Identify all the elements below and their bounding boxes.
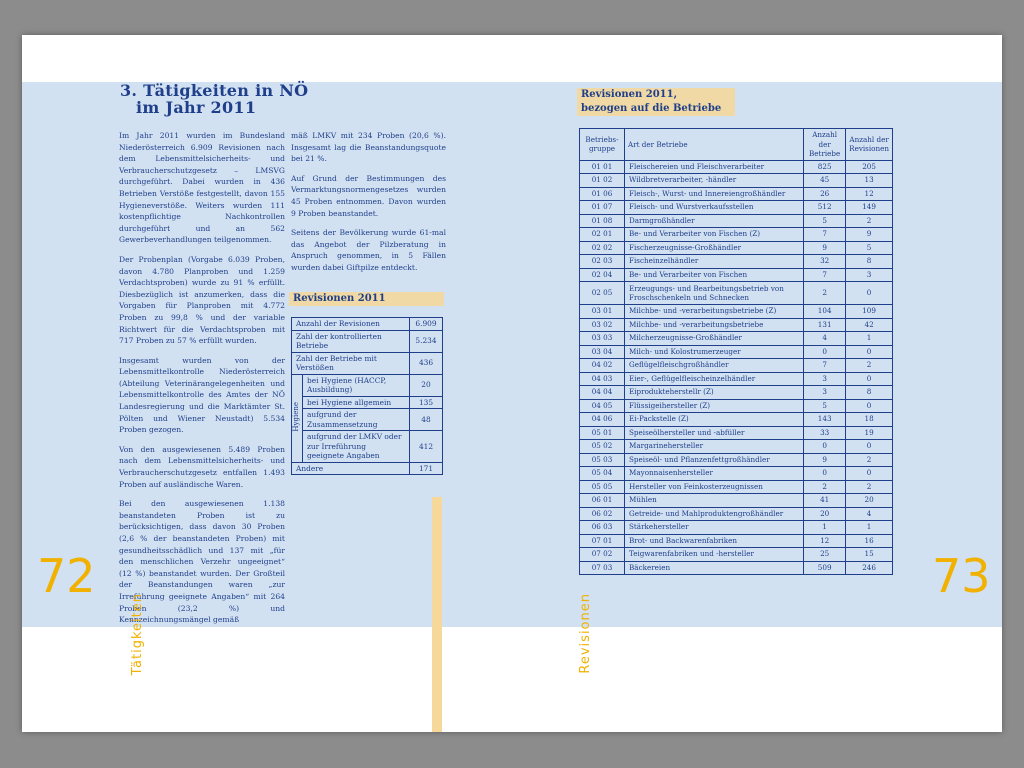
row-revisionen: 8 bbox=[846, 255, 893, 269]
row-code: 01 01 bbox=[580, 160, 625, 174]
paragraph: Auf Grund der Bestimmungen des Vermarktungsnormengesetzes wurden 45 Proben entnommen. Davon wurden 9 Proben beanstandet. bbox=[291, 173, 446, 218]
body-column-2 bbox=[291, 130, 446, 282]
revisionen-summary-table bbox=[291, 317, 443, 475]
page-number-right: 73 bbox=[932, 549, 991, 603]
row-name: Fleisch-, Wurst- und Innereiengroßhändler bbox=[625, 187, 804, 201]
row-betriebe: 25 bbox=[804, 548, 846, 562]
row-name: Geflügelfleischgroßhändler bbox=[625, 359, 804, 373]
table-row bbox=[580, 345, 893, 359]
row-code: 02 02 bbox=[580, 241, 625, 255]
row-revisionen: 19 bbox=[846, 426, 893, 440]
row-betriebe: 3 bbox=[804, 386, 846, 400]
table-row bbox=[292, 431, 443, 463]
row-revisionen: 16 bbox=[846, 534, 893, 548]
row-betriebe: 2 bbox=[804, 282, 846, 305]
table-row bbox=[580, 228, 893, 242]
row-betriebe: 32 bbox=[804, 255, 846, 269]
row-name: Ei-Packstelle (Z) bbox=[625, 413, 804, 427]
row-revisionen: 8 bbox=[846, 386, 893, 400]
row-code: 05 02 bbox=[580, 440, 625, 454]
row-code: 04 05 bbox=[580, 399, 625, 413]
row-revisionen: 20 bbox=[846, 494, 893, 508]
row-name: Speiseöl- und Pflanzenfettgroßhändler bbox=[625, 453, 804, 467]
table-row bbox=[580, 413, 893, 427]
row-betriebe: 1 bbox=[804, 521, 846, 535]
row-betriebe: 4 bbox=[804, 332, 846, 346]
row-name: Eiprodukteherstellr (Z) bbox=[625, 386, 804, 400]
row-value: 412 bbox=[410, 431, 443, 463]
row-revisionen: 18 bbox=[846, 413, 893, 427]
hygiene-group-cell bbox=[292, 374, 303, 462]
row-name: Stärkehersteller bbox=[625, 521, 804, 535]
table-row bbox=[580, 359, 893, 373]
row-value: 436 bbox=[410, 352, 443, 374]
row-value: 20 bbox=[410, 374, 443, 396]
table-row bbox=[292, 396, 443, 409]
row-code: 01 02 bbox=[580, 174, 625, 188]
row-name: Eier-, Geflügelfleischeinzelhändler bbox=[625, 372, 804, 386]
row-betriebe: 33 bbox=[804, 426, 846, 440]
row-label: Andere bbox=[292, 462, 410, 475]
table-row bbox=[580, 372, 893, 386]
row-label: Zahl der kontrollierten Betriebe bbox=[292, 330, 410, 352]
row-name: Milchbe- und -verarbeitungsbetriebe (Z) bbox=[625, 305, 804, 319]
row-betriebe: 0 bbox=[804, 467, 846, 481]
table-row bbox=[580, 201, 893, 215]
row-name: Flüssigeihersteller (Z) bbox=[625, 399, 804, 413]
row-betriebe: 7 bbox=[804, 228, 846, 242]
table-row bbox=[580, 453, 893, 467]
betriebe-table bbox=[579, 128, 893, 575]
row-name: Fischeinzelhändler bbox=[625, 255, 804, 269]
table-row bbox=[580, 494, 893, 508]
row-code: 07 03 bbox=[580, 561, 625, 575]
paragraph: Insgesamt wurden von der Lebensmittelkontrolle Niederösterreich (Abteilung Veterinärangelegenheiten und Lebensmittelkontrolle des Amtes der NÖ Landesregierung und die Marktämter St. Pölten und Wiener Neustadt) 5.534 Proben gezogen. bbox=[119, 355, 285, 435]
row-code: 04 03 bbox=[580, 372, 625, 386]
paragraph: mäß LMKV mit 234 Proben (20,6 %). Insgesamt lag die Beanstandungsquote bei 21 %. bbox=[291, 131, 446, 164]
row-betriebe: 2 bbox=[804, 480, 846, 494]
table-row bbox=[580, 561, 893, 575]
section-heading bbox=[120, 82, 308, 116]
row-code: 06 02 bbox=[580, 507, 625, 521]
table-row bbox=[580, 305, 893, 319]
table-row bbox=[580, 467, 893, 481]
table-row bbox=[580, 507, 893, 521]
row-betriebe: 41 bbox=[804, 494, 846, 508]
paragraph: Seitens der Bevölkerung wurde 61-mal das Angebot der Pilzberatung in Anspruch genommen, in 5 Fällen wurden dabei Giftpilze entdeckt. bbox=[291, 228, 446, 272]
row-betriebe: 0 bbox=[804, 345, 846, 359]
paragraph: Der Probenplan (Vorgabe 6.039 Proben, davon 4.780 Planproben und 1.259 Verdachtsproben) wurde zu 91 % erfüllt. Diesbezüglich ist anzumerken, dass die Vorgaben für Planproben mit 4.772 Proben zu 99,8 % und der variable Richtwert für die Verdachtsproben mit 717 Proben zu 57 % erfüllt wurden. bbox=[119, 254, 285, 346]
table-row bbox=[580, 426, 893, 440]
row-code: 02 05 bbox=[580, 282, 625, 305]
row-code: 05 05 bbox=[580, 480, 625, 494]
row-revisionen: 3 bbox=[846, 268, 893, 282]
row-betriebe: 512 bbox=[804, 201, 846, 215]
row-label: Anzahl der Revisionen bbox=[292, 318, 410, 331]
decorative-gold-bar bbox=[432, 497, 442, 732]
table-row bbox=[580, 214, 893, 228]
row-code: 05 03 bbox=[580, 453, 625, 467]
side-label-left: Tätigkeiten bbox=[130, 593, 145, 676]
table-row bbox=[292, 462, 443, 475]
row-revisionen: 2 bbox=[846, 453, 893, 467]
table-row bbox=[292, 409, 443, 431]
table-row bbox=[580, 548, 893, 562]
row-code: 04 06 bbox=[580, 413, 625, 427]
row-name: Speiseölhersteller und -abfüller bbox=[625, 426, 804, 440]
table-row bbox=[580, 440, 893, 454]
row-revisionen: 2 bbox=[846, 214, 893, 228]
row-revisionen: 109 bbox=[846, 305, 893, 319]
row-code: 03 04 bbox=[580, 345, 625, 359]
row-betriebe: 26 bbox=[804, 187, 846, 201]
row-label: aufgrund der LMKV oder zur Irreführung geeignete Angaben bbox=[303, 431, 410, 463]
row-betriebe: 0 bbox=[804, 440, 846, 454]
row-name: Be- und Verarbeiter von Fischen (Z) bbox=[625, 228, 804, 242]
row-revisionen: 12 bbox=[846, 187, 893, 201]
row-revisionen: 0 bbox=[846, 467, 893, 481]
row-revisionen: 1 bbox=[846, 521, 893, 535]
row-name: Fischerzeugnisse-Großhändler bbox=[625, 241, 804, 255]
row-revisionen: 9 bbox=[846, 228, 893, 242]
row-name: Teigwarenfabriken und -hersteller bbox=[625, 548, 804, 562]
row-code: 06 01 bbox=[580, 494, 625, 508]
row-revisionen: 0 bbox=[846, 282, 893, 305]
row-code: 07 02 bbox=[580, 548, 625, 562]
row-betriebe: 9 bbox=[804, 453, 846, 467]
title-line-1: Revisionen 2011, bbox=[581, 89, 678, 100]
row-betriebe: 7 bbox=[804, 359, 846, 373]
table-row bbox=[580, 282, 893, 305]
table-row bbox=[580, 399, 893, 413]
row-code: 01 07 bbox=[580, 201, 625, 215]
row-betriebe: 143 bbox=[804, 413, 846, 427]
table-row bbox=[580, 187, 893, 201]
row-name: Fleisch- und Wurstverkaufsstellen bbox=[625, 201, 804, 215]
table-row bbox=[580, 318, 893, 332]
table-row bbox=[292, 352, 443, 374]
row-name: Hersteller von Feinkosterzeugnissen bbox=[625, 480, 804, 494]
row-name: Getreide- und Mahlproduktengroßhändler bbox=[625, 507, 804, 521]
row-betriebe: 9 bbox=[804, 241, 846, 255]
table-row bbox=[580, 332, 893, 346]
row-betriebe: 7 bbox=[804, 268, 846, 282]
table-row bbox=[580, 534, 893, 548]
row-label: bei Hygiene (HACCP, Ausbildung) bbox=[303, 374, 410, 396]
row-code: 03 03 bbox=[580, 332, 625, 346]
row-revisionen: 149 bbox=[846, 201, 893, 215]
row-revisionen: 2 bbox=[846, 480, 893, 494]
row-label: bei Hygiene allgemein bbox=[303, 396, 410, 409]
side-label-right: Revisionen bbox=[578, 593, 593, 674]
table-row bbox=[580, 480, 893, 494]
row-code: 01 06 bbox=[580, 187, 625, 201]
row-betriebe: 20 bbox=[804, 507, 846, 521]
row-betriebe: 3 bbox=[804, 372, 846, 386]
row-betriebe: 131 bbox=[804, 318, 846, 332]
column-header: Art der Betriebe bbox=[625, 129, 804, 161]
row-code: 04 02 bbox=[580, 359, 625, 373]
row-name: Milchbe- und -verarbeitungsbetriebe bbox=[625, 318, 804, 332]
row-code: 02 01 bbox=[580, 228, 625, 242]
row-name: Brot- und Backwarenfabriken bbox=[625, 534, 804, 548]
row-code: 04 04 bbox=[580, 386, 625, 400]
betriebe-table-body bbox=[580, 160, 893, 575]
row-revisionen: 205 bbox=[846, 160, 893, 174]
table-row bbox=[292, 330, 443, 352]
row-code: 02 04 bbox=[580, 268, 625, 282]
row-label: Zahl der Betriebe mit Verstößen bbox=[292, 352, 410, 374]
row-revisionen: 246 bbox=[846, 561, 893, 575]
table-row bbox=[580, 386, 893, 400]
row-betriebe: 12 bbox=[804, 534, 846, 548]
row-code: 05 01 bbox=[580, 426, 625, 440]
row-value: 135 bbox=[410, 396, 443, 409]
row-code: 03 01 bbox=[580, 305, 625, 319]
row-name: Fleischereien und Fleischverarbeiter bbox=[625, 160, 804, 174]
table-row bbox=[580, 174, 893, 188]
row-revisionen: 13 bbox=[846, 174, 893, 188]
row-revisionen: 1 bbox=[846, 332, 893, 346]
row-name: Be- und Verarbeiter von Fischen bbox=[625, 268, 804, 282]
hygiene-label: Hygiene bbox=[292, 401, 300, 432]
table-header-row bbox=[580, 129, 893, 161]
row-betriebe: 5 bbox=[804, 214, 846, 228]
title-line-2: bezogen auf die Betriebe bbox=[581, 103, 722, 114]
row-name: Milcherzeugnisse-Großhändler bbox=[625, 332, 804, 346]
paragraph: Von den ausgewiesenen 5.489 Proben nach dem Lebensmittelsicherheits- und Verbraucherschutzgesetz entfallen 1.493 Proben auf ausländische Waren. bbox=[119, 444, 285, 489]
row-value: 6.909 bbox=[410, 318, 443, 331]
row-code: 02 03 bbox=[580, 255, 625, 269]
book-spread bbox=[22, 35, 1002, 732]
column-header: Anzahl der Betriebe bbox=[804, 129, 846, 161]
row-betriebe: 104 bbox=[804, 305, 846, 319]
row-name: Milch- und Kolostrumerzeuger bbox=[625, 345, 804, 359]
row-betriebe: 5 bbox=[804, 399, 846, 413]
row-revisionen: 5 bbox=[846, 241, 893, 255]
table-row bbox=[580, 521, 893, 535]
row-revisionen: 15 bbox=[846, 548, 893, 562]
row-value: 171 bbox=[410, 462, 443, 475]
row-name: Erzeugungs- und Bearbeitungsbetrieb von Froschschenkeln und Schnecken bbox=[625, 282, 804, 305]
row-revisionen: 4 bbox=[846, 507, 893, 521]
table-row bbox=[580, 255, 893, 269]
row-name: Wildbretverarbeiter, -händler bbox=[625, 174, 804, 188]
revisionen-table-title: Revisionen 2011 bbox=[289, 292, 444, 306]
row-betriebe: 825 bbox=[804, 160, 846, 174]
row-code: 05 04 bbox=[580, 467, 625, 481]
table-row bbox=[580, 241, 893, 255]
row-value: 48 bbox=[410, 409, 443, 431]
row-betriebe: 509 bbox=[804, 561, 846, 575]
table-row bbox=[292, 318, 443, 331]
row-name: Mayonnaisenhersteller bbox=[625, 467, 804, 481]
row-name: Bäckereien bbox=[625, 561, 804, 575]
row-value: 5.234 bbox=[410, 330, 443, 352]
row-revisionen: 0 bbox=[846, 345, 893, 359]
row-code: 03 02 bbox=[580, 318, 625, 332]
table-row bbox=[580, 160, 893, 174]
row-name: Margarinehersteller bbox=[625, 440, 804, 454]
row-revisionen: 0 bbox=[846, 399, 893, 413]
row-name: Darmgroßhändler bbox=[625, 214, 804, 228]
row-revisionen: 42 bbox=[846, 318, 893, 332]
body-column-1 bbox=[119, 130, 285, 634]
row-code: 01 08 bbox=[580, 214, 625, 228]
heading-line-1: 3. Tätigkeiten in NÖ bbox=[120, 81, 309, 100]
row-betriebe: 45 bbox=[804, 174, 846, 188]
row-code: 06 03 bbox=[580, 521, 625, 535]
paragraph: Bei den ausgewiesenen 1.138 beanstandeten Proben ist zu berücksichtigen, dass davon 30 Proben (2,6 % der beanstandeten Proben) mit gesundheitsschädlich und 137 mit „für den menschlichen Verzehr ungeeignet“ (12 %) beanstandet wurden. Der Großteil der Beanstandungen waren „zur Irreführung geeignete Angaben“ mit 264 Proben (23,2 %) und Kennzeichnungsmängel gemäß bbox=[119, 499, 285, 625]
column-header: Betriebs-gruppe bbox=[580, 129, 625, 161]
paragraph: Im Jahr 2011 wurden im Bundesland Niederösterreich 6.909 Revisionen nach dem Lebensmittelsicherheits- und Verbraucherschutzgesetz – LMSVG durchgeführt. Dabei wurden in 436 Betrieben Verstöße festgestellt, davon 155 Hygieneverstöße. Weiters wurden 111 kostenpflichtige Nachkontrollen durchgeführt und an 562 Gewerbeverhandlungen teilgenommen. bbox=[119, 131, 285, 245]
row-name: Mühlen bbox=[625, 494, 804, 508]
right-page-title bbox=[577, 88, 735, 116]
table-row bbox=[292, 374, 443, 396]
row-revisionen: 0 bbox=[846, 440, 893, 454]
row-code: 07 01 bbox=[580, 534, 625, 548]
table-row bbox=[580, 268, 893, 282]
row-label: aufgrund der Zusammensetzung bbox=[303, 409, 410, 431]
row-revisionen: 2 bbox=[846, 359, 893, 373]
page-number-left: 72 bbox=[37, 549, 96, 603]
row-revisionen: 0 bbox=[846, 372, 893, 386]
column-header: Anzahl der Revisionen bbox=[846, 129, 893, 161]
heading-line-2: im Jahr 2011 bbox=[136, 98, 257, 117]
